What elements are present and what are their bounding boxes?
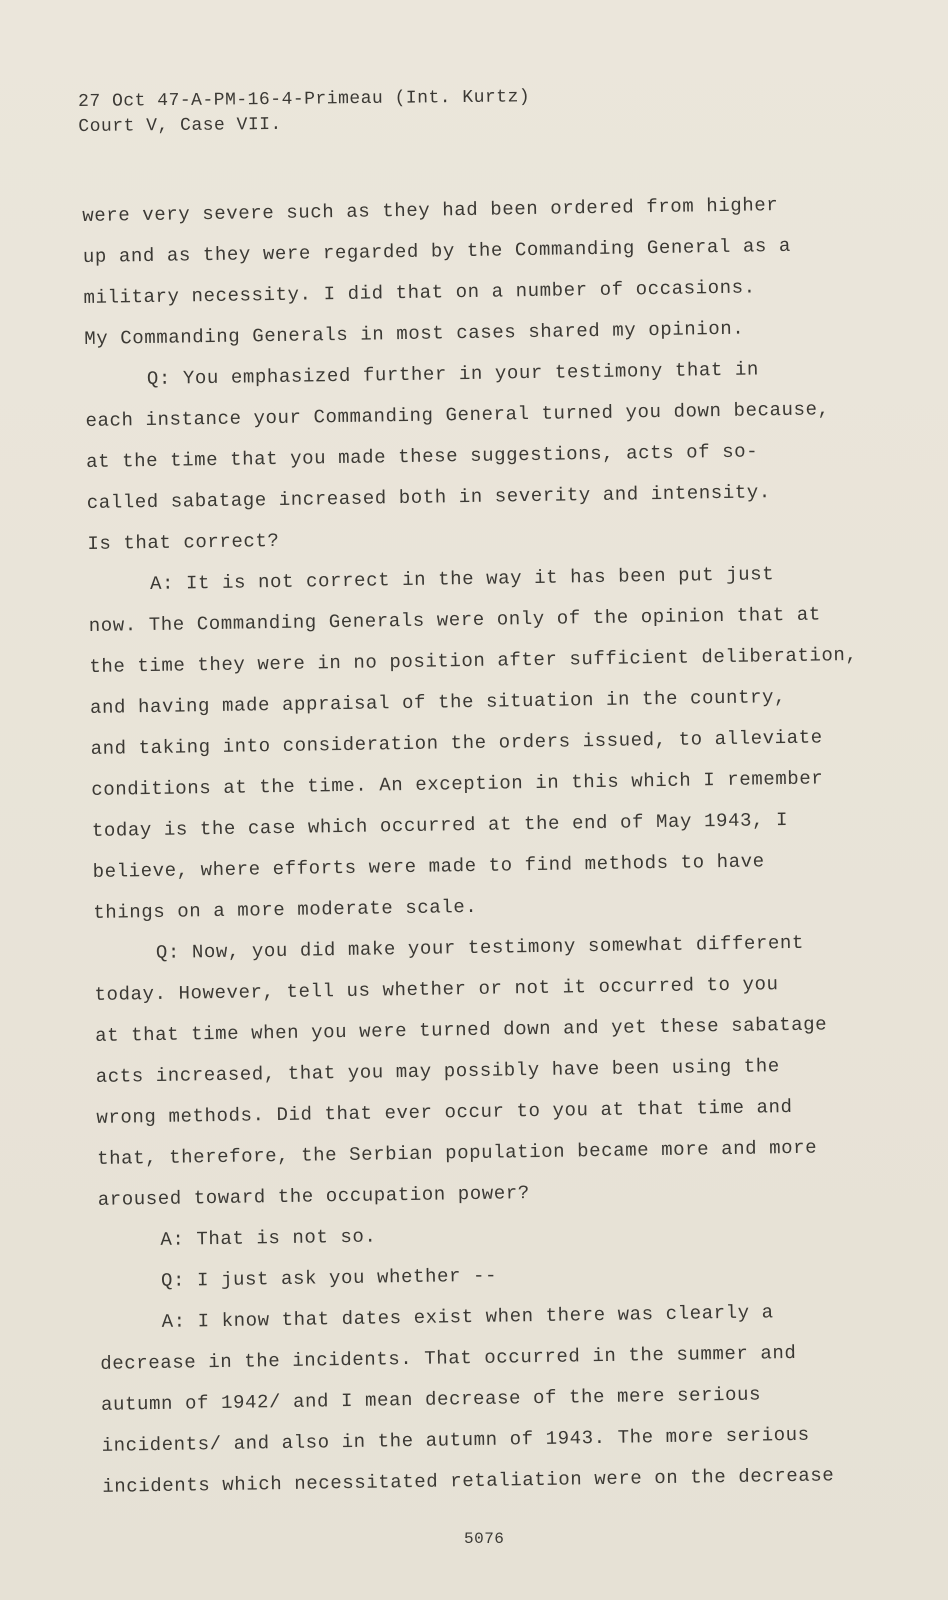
- text-line: acts increased, that you may possibly have been using the: [95, 1055, 781, 1088]
- text-line: aroused toward the occupation power?: [97, 1182, 530, 1211]
- text-line: called sabatage increased both in severity and intensity.: [86, 481, 772, 514]
- text-line: at that time when you were turned down and yet these sabatage: [95, 1013, 828, 1047]
- text-line: things on a more moderate scale.: [93, 895, 478, 924]
- header-session-line: 27 Oct 47-A-PM-16-4-Primeau (Int. Kurtz): [78, 87, 531, 112]
- text-line: autumn of 1942/ and I mean decrease of the mere serious: [100, 1383, 762, 1416]
- document-header: [78, 85, 531, 140]
- text-line: A: It is not correct in the way it has been put just: [149, 563, 775, 595]
- text-line: My Commanding Generals in most cases shared my opinion.: [84, 317, 745, 350]
- text-line: decrease in the incidents. That occurred in the summer and: [100, 1341, 797, 1375]
- text-line: and taking into consideration the orders issued, to alleviate: [90, 726, 823, 760]
- text-line: today is the case which occurred at the end of May 1943, I: [91, 808, 789, 842]
- text-line: now. The Commanding Generals were only of the opinion that at: [88, 603, 821, 637]
- text-line: military necessity. I did that on a number of occasions.: [83, 276, 756, 309]
- text-line: A: I know that dates exist when there was clearly a: [161, 1301, 774, 1333]
- header-court-line: Court V, Case VII.: [78, 114, 282, 137]
- text-line: were very severe such as they had been ordered from higher: [82, 194, 779, 227]
- text-line: Q: Now, you did make your testimony somewhat different: [155, 931, 805, 964]
- text-line: each instance your Commanding General turned you down because,: [85, 398, 830, 432]
- text-line: incidents which necessitated retaliation were on the decrease: [102, 1464, 835, 1498]
- page-number: 5076: [464, 1530, 505, 1548]
- text-line: at the time that you made these suggestions, acts of so-: [86, 440, 759, 473]
- text-line: Q: You emphasized further in your testimony that in: [146, 358, 760, 391]
- text-line: Is that correct?: [87, 529, 280, 555]
- text-line: believe, where efforts were made to find methods to have: [92, 850, 765, 883]
- transcript-body: [82, 183, 903, 1507]
- text-line: that, therefore, the Serbian population became more and more: [96, 1136, 818, 1170]
- text-line: Q: I just ask you whether --: [160, 1264, 498, 1292]
- text-line: incidents/ and also in the autumn of 1943. The more serious: [101, 1423, 810, 1457]
- text-line: the time they were in no position after sufficient deliberation,: [89, 643, 858, 678]
- text-line: A: That is not so.: [160, 1225, 377, 1251]
- text-line: conditions at the time. An exception in this which I remember: [91, 767, 824, 801]
- text-line: and having made appraisal of the situation in the country,: [89, 686, 787, 719]
- text-line: wrong methods. Did that ever occur to you at that time and: [96, 1095, 793, 1129]
- text-line: today. However, tell us whether or not it occurred to you: [94, 973, 779, 1006]
- text-line: up and as they were regarded by the Commanding General as a: [82, 234, 792, 268]
